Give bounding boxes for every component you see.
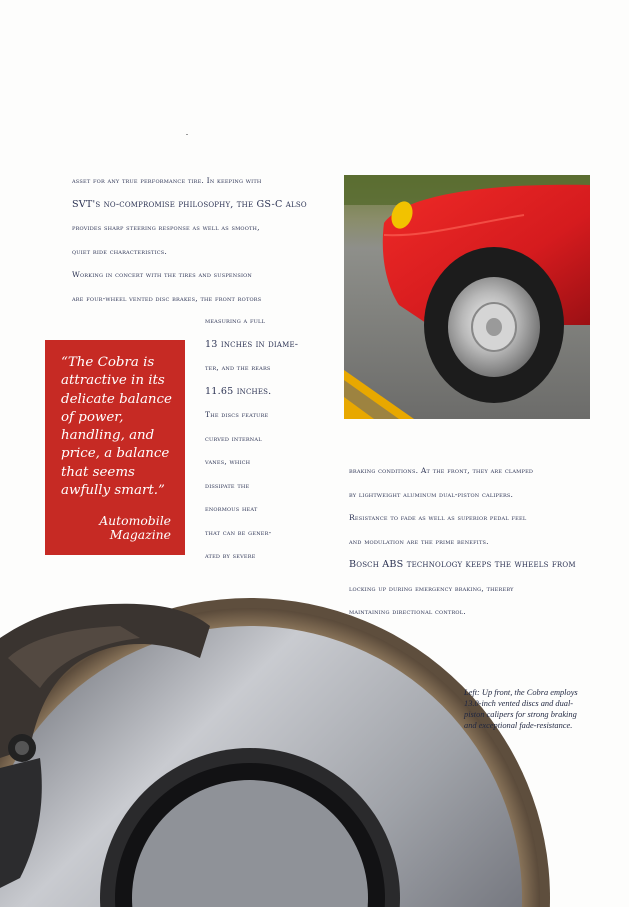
caption-line: piston calipers for strong braking [464, 710, 577, 719]
text-line: braking conditions. At the front, they are clamped [349, 466, 534, 475]
text-line: ter, and the rears [205, 363, 271, 372]
text-line: Working in concert with the tires and suspension [72, 270, 253, 279]
text-line: dissipate the [205, 480, 250, 490]
text-line: are four-wheel vented disc brakes, the front rotors [72, 293, 262, 303]
body-text-left-column [72, 169, 307, 310]
brake-rotor-photo [0, 598, 629, 907]
pull-quote-text: “The Cobra is attractive in its delicate balance of power, handling, and price, a balance that seems awfully smart.” [61, 355, 172, 499]
text-line: SVT's no-compromise philosophy, the GS-C also [72, 198, 307, 210]
text-line: curved internal [205, 433, 262, 443]
text-line: locking up during emergency braking, thereby [349, 583, 514, 593]
caption-line: Left: Up front, the Cobra employs [464, 688, 578, 697]
text-line: provides sharp steering response as well as smooth, [72, 223, 260, 232]
text-line: by lightweight aluminum dual-piston calipers. [349, 489, 514, 499]
text-line: 11.65 inches. [205, 385, 272, 397]
photo-caption [464, 687, 594, 731]
text-line: asset for any true performance tire. In keeping with [72, 176, 262, 185]
text-line: maintaining directional control. [349, 607, 466, 616]
caption-line: and exceptional fade-resistance. [464, 721, 573, 730]
pull-quote-source-line: Automobile [99, 513, 171, 529]
pull-quote-source [61, 514, 173, 542]
body-text-narrow-column [205, 309, 299, 568]
text-line: Bosch ABS technology keeps the wheels from [349, 559, 576, 570]
text-line: Resistance to fade as well as superior pedal feel [349, 513, 527, 522]
text-line: measuring a full [205, 316, 266, 325]
text-line: quiet ride characteristics. [72, 246, 168, 256]
pull-quote-source-line: Magazine [109, 527, 171, 543]
text-line: that can be gener- [205, 527, 272, 537]
car-wheel-photo [344, 175, 590, 419]
text-line: and modulation are the prime benefits. [349, 536, 489, 546]
pull-quote [45, 340, 185, 555]
print-mark [186, 134, 188, 135]
text-line: 13 inches in diame- [205, 338, 299, 350]
text-line: The discs feature [205, 410, 269, 419]
caption-line: 13.0-inch vented discs and dual- [464, 699, 574, 708]
text-line: ated by severe [205, 551, 256, 560]
text-line: enormous heat [205, 504, 258, 513]
text-line: vanes, which [205, 457, 251, 466]
